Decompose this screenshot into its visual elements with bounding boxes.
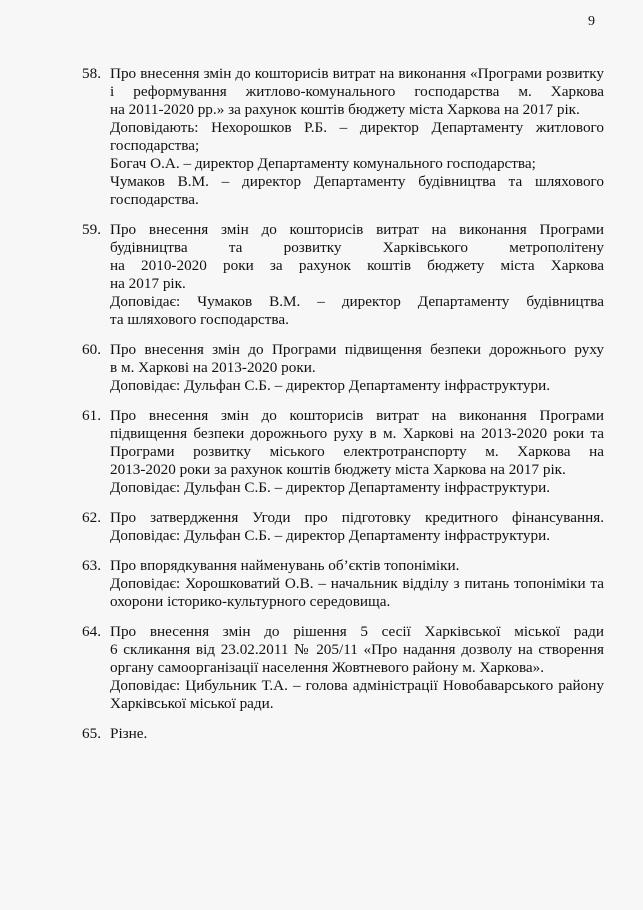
text-line: і реформування житлово-комунального господарства м. Харкова [110, 83, 604, 100]
agenda-item-text [110, 407, 604, 497]
agenda-item [82, 407, 604, 497]
agenda-item-text [110, 725, 604, 743]
text-line: підвищення безпеки дорожнього руху в м. Харкові на 2013-2020 роки та [110, 425, 604, 442]
text-line: Різне. [110, 725, 148, 742]
text-line: Про внесення змін до кошторисів витрат на виконання Програми [110, 407, 604, 424]
text-line: Про внесення змін до кошторисів витрат на виконання Програми [110, 221, 604, 238]
agenda-item-number: 65. [82, 725, 101, 742]
text-line: Доповідає: Цибульник Т.А. – голова адміністрації Новобаварського району [110, 677, 604, 694]
text-line: органу самоорганізації населення Жовтневого району м. Харкова». [110, 659, 545, 676]
agenda-item-number: 58. [82, 65, 101, 82]
text-line: Про впорядкування найменувань об’єктів топоніміки. [110, 557, 460, 574]
text-line: господарства; [110, 137, 200, 154]
text-line: 6 скликання від 23.02.2011 № 205/11 «Про надання дозволу на створення [110, 641, 604, 658]
agenda-item [82, 65, 604, 209]
agenda-list [82, 65, 604, 755]
text-line: Про внесення змін до кошторисів витрат на виконання «Програми розвитку [110, 65, 604, 82]
agenda-item [82, 221, 604, 329]
agenda-item [82, 725, 604, 743]
agenda-item-number: 64. [82, 623, 101, 640]
agenda-item-text [110, 623, 604, 713]
text-line: в м. Харкові на 2013-2020 роки. [110, 359, 316, 376]
text-line: та шляхового господарства. [110, 311, 289, 328]
text-line: Про затвердження Угоди про підготовку кредитного фінансування. [110, 509, 604, 526]
text-line: Програми розвитку міського електротранспорту м. Харкова на [110, 443, 604, 460]
agenda-item [82, 557, 604, 611]
text-line: Про внесення змін до рішення 5 сесії Харківської міської ради [110, 623, 604, 640]
text-line: будівництва та розвитку Харківського метрополітену [110, 239, 604, 256]
text-line: Доповідає: Чумаков В.М. – директор Департаменту будівництва [110, 293, 604, 310]
text-line: 2013-2020 роки за рахунок коштів бюджету міста Харкова на 2017 рік. [110, 461, 566, 478]
agenda-item-text [110, 65, 604, 209]
text-line: на 2011-2020 рр.» за рахунок коштів бюджету міста Харкова на 2017 рік. [110, 101, 580, 118]
text-line: Доповідає: Дульфан С.Б. – директор Департаменту інфраструктури. [110, 479, 551, 496]
agenda-item [82, 341, 604, 395]
text-line: Доповідає: Дульфан С.Б. – директор Департаменту інфраструктури. [110, 377, 551, 394]
agenda-item-number: 61. [82, 407, 101, 424]
text-line: на 2010-2020 роки за рахунок коштів бюджету міста Харкова [110, 257, 604, 274]
agenda-item-text [110, 557, 604, 611]
text-line: Доповідає: Дульфан С.Б. – директор Департаменту інфраструктури. [110, 527, 551, 544]
text-line: господарства. [110, 191, 199, 208]
text-line: Про внесення змін до Програми підвищення безпеки дорожнього руху [110, 341, 604, 358]
agenda-item-text [110, 221, 604, 329]
agenda-item-number: 62. [82, 509, 101, 526]
text-line: Доповідають: Нехорошков Р.Б. – директор Департаменту житлового [110, 119, 604, 136]
text-line: Доповідає: Хорошковатий О.В. – начальник відділу з питань топоніміки та [110, 575, 604, 592]
agenda-item-number: 59. [82, 221, 101, 238]
agenda-item-number: 60. [82, 341, 101, 358]
text-line: Харківської міської ради. [110, 695, 274, 712]
text-line: на 2017 рік. [110, 275, 186, 292]
page-number: 9 [588, 14, 595, 29]
agenda-item [82, 623, 604, 713]
agenda-item-text [110, 509, 604, 545]
agenda-item [82, 509, 604, 545]
text-line: охорони історико-культурного середовища. [110, 593, 391, 610]
text-line: Чумаков В.М. – директор Департаменту будівництва та шляхового [110, 173, 604, 190]
text-line: Богач О.А. – директор Департаменту комунального господарства; [110, 155, 536, 172]
agenda-item-number: 63. [82, 557, 101, 574]
agenda-item-text [110, 341, 604, 395]
